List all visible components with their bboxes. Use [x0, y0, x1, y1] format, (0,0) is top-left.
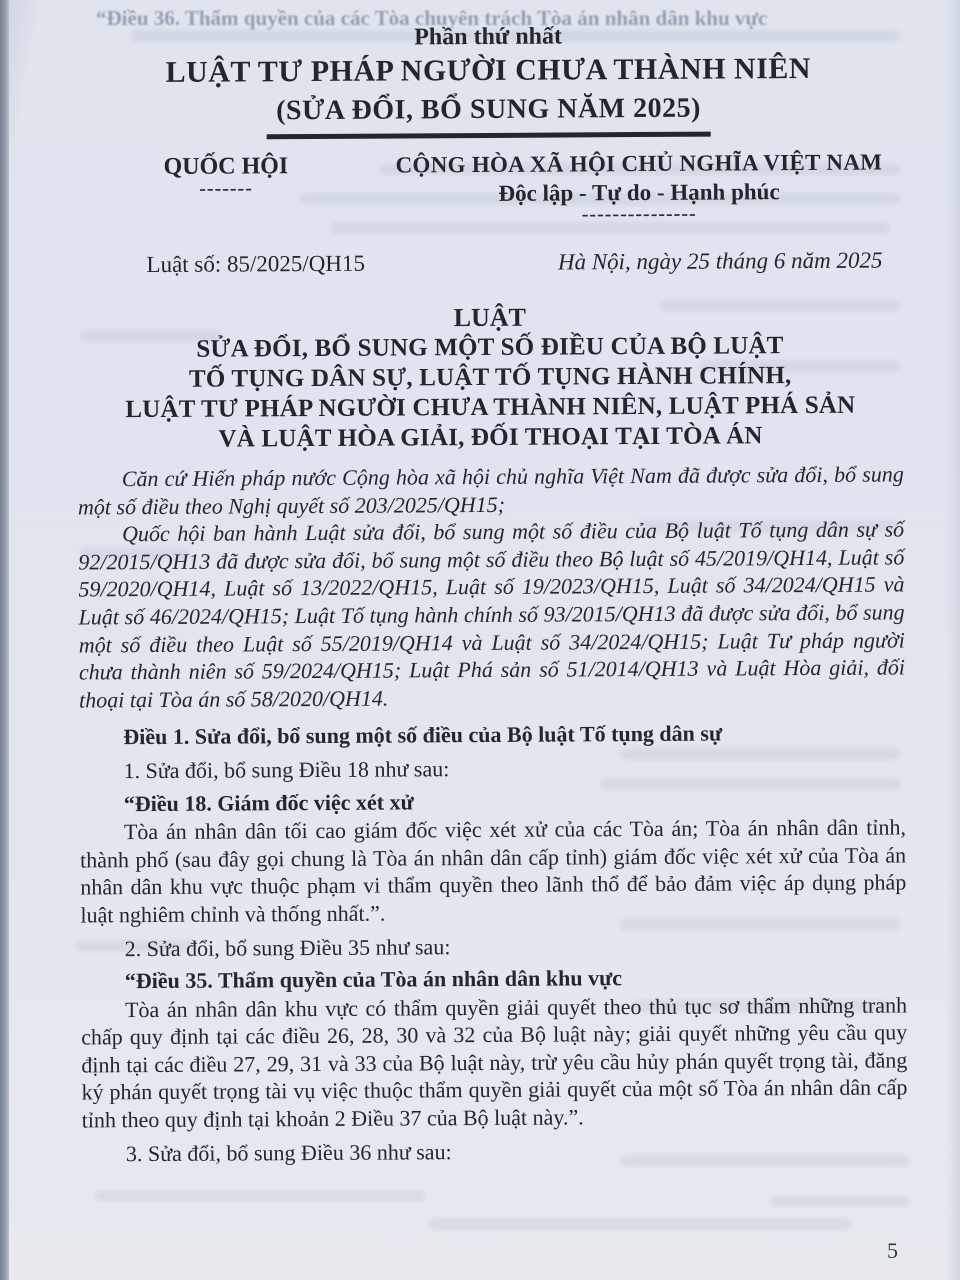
page-number: 5 [887, 1238, 898, 1263]
quoted-article-18-heading: “Điều 18. Giám đốc việc xét xử [123, 788, 414, 816]
place-date: Hà Nội, ngày 25 tháng 6 năm 2025 [557, 247, 883, 275]
letterhead-issuer-block [76, 151, 376, 225]
letterhead [76, 147, 902, 224]
letterhead-nation-block [376, 147, 902, 226]
motto-divider: --------------- [581, 202, 697, 226]
law-title-heading: LUẬT [453, 302, 527, 333]
issuer-divider: ------- [199, 177, 253, 200]
law-title-line: VÀ LUẬT HÒA GIẢI, ĐỐI THOẠI TẠI TÒA ÁN [218, 422, 763, 453]
law-title-line: LUẬT TƯ PHÁP NGƯỜI CHƯA THÀNH NIÊN, LUẬT PHÁ SẢN [125, 391, 856, 424]
clause-3: 3. Sửa đổi, bổ sung Điều 36 như sau: [125, 1138, 452, 1166]
meta-row [76, 247, 902, 278]
clause-1: 1. Sửa đổi, bổ sung Điều 18 như sau: [123, 756, 450, 784]
law-title-line: TỐ TỤNG DÂN SỰ, LUẬT TỐ TỤNG HÀNH CHÍNH, [188, 362, 792, 393]
part-label: Phần thứ nhất [414, 23, 563, 51]
issuer-name: QUỐC HỘI [163, 153, 289, 180]
nation-motto: Độc lập - Tự do - Hạnh phúc [498, 179, 780, 206]
article-1-heading: Điều 1. Sửa đổi, bổ sung một số điều của Bộ luật Tố tụng dân sự [123, 720, 723, 750]
preamble-paragraph: Quốc hội ban hành Luật sửa đổi, bổ sung một số điều của Bộ luật Tố tụng dân sự số 92/2015/QH13 đã được sửa đổi, bổ sung một số điều theo Bộ luật số 45/2019/QH14, Luật số 59/2020/QH14, Luật số 13/2022/QH15, Luật số 19/2023/QH15, Luật số 34/2024/QH15 và Luật số 46/2024/QH15; Luật Tố tụng hành chính số 93/2015/QH13 đã được sửa đổi, bổ sung một số điều theo Luật số 55/2019/QH14 và Luật số 34/2024/QH15; Luật Tư pháp người chưa thành niên số 59/2024/QH15; Luật Phá sản số 51/2014/QH13 và Luật Hòa giải, đối thoại tại Tòa án số 58/2020/QH14. [78, 516, 906, 713]
part-title-line1: LUẬT TƯ PHÁP NGƯỜI CHƯA THÀNH NIÊN [165, 51, 812, 89]
law-title-line: SỬA ĐỔI, BỔ SUNG MỘT SỐ ĐIỀU CỦA BỘ LUẬT [196, 332, 784, 363]
preamble-paragraph: Căn cứ Hiến pháp nước Cộng hòa xã hội chủ nghĩa Việt Nam đã được sửa đổi, bổ sung một số điều theo Nghị quyết số 203/2025/QH15; [77, 461, 904, 520]
quoted-article-35-heading: “Điều 35. Thẩm quyền của Tòa án nhân dân khu vực [124, 965, 623, 994]
article-35-paragraph: Tòa án nhân dân khu vực có thẩm quyền giải quyết theo thủ tục sơ thẩm những tranh chấp quy định tại các điều 26, 28, 30 và 32 của Bộ luật này; giải quyết những yêu cầu quy định tại các điều 27, 29, 31 và 33 của Bộ luật này, trừ yêu cầu hủy phán quyết trọng tài, đăng ký phán quyết trọng tài vụ việc thuộc thẩm quyền giải quyết của một số Tòa án nhân dân cấp tỉnh theo quy định tại khoản 2 Điều 37 của Bộ luật này.”. [81, 992, 908, 1133]
law-number: Luật số: 85/2025/QH15 [146, 250, 366, 278]
part-title-line2-wrap [75, 87, 901, 140]
law-title-block [77, 299, 904, 455]
preamble [78, 460, 906, 713]
part-title-line2: (SỬA ĐỔI, BỔ SUNG NĂM 2025) [266, 89, 711, 140]
law-body [79, 719, 908, 1168]
article-18-paragraph: Tòa án nhân dân tối cao giám đốc việc xét xử của các Tòa án; Tòa án nhân dân tỉnh, thành phố (sau đây gọi chung là Tòa án nhân dân cấp tỉnh) giám đốc việc xét xử của Tòa án nhân dân khu vực thuộc phạm vi thẩm quyền theo lãnh thổ để bảo đảm việc áp dụng pháp luật nghiêm chỉnh và thống nhất.”. [80, 814, 907, 928]
clause-2: 2. Sửa đổi, bổ sung Điều 35 như sau: [124, 933, 451, 961]
bleed-through-ghost-line: “Điều 36. Thẩm quyền của các Tòa chuyên trách Tòa án nhân dân khu vực [96, 6, 768, 30]
nation-title: CỘNG HÒA XÃ HỘI CHỦ NGHĨA VIỆT NAM [395, 149, 883, 178]
